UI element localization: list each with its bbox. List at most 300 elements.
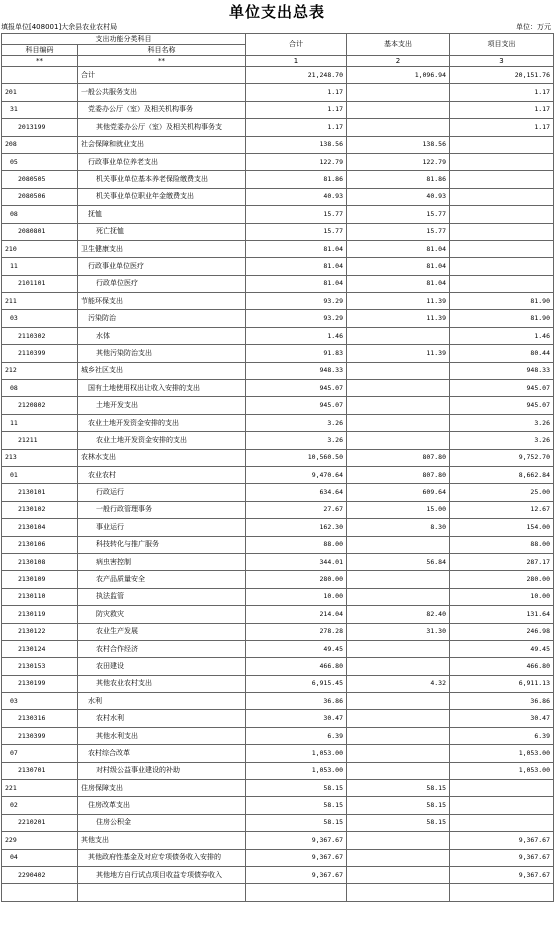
cell-name: 合计 bbox=[78, 67, 246, 84]
cell-basic: 81.04 bbox=[347, 258, 450, 275]
cell-name: 住房保障支出 bbox=[78, 780, 246, 797]
table-row bbox=[2, 797, 554, 814]
table-row bbox=[2, 866, 554, 883]
cell-name: 行政运行 bbox=[78, 484, 246, 501]
cell-basic: 807.80 bbox=[347, 466, 450, 483]
cell-code: 02 bbox=[2, 797, 78, 814]
cell-name: 行政事业单位养老支出 bbox=[78, 153, 246, 170]
cell-total: 1.17 bbox=[246, 119, 347, 136]
table-row bbox=[2, 762, 554, 779]
cell-basic bbox=[347, 119, 450, 136]
cell-code: 2120802 bbox=[2, 397, 78, 414]
cell-code: 03 bbox=[2, 310, 78, 327]
report-title: 单位支出总表 bbox=[228, 3, 325, 21]
cell-basic bbox=[347, 362, 450, 379]
table-row bbox=[2, 710, 554, 727]
cell-code bbox=[2, 884, 78, 901]
cell-total: 93.29 bbox=[246, 310, 347, 327]
cell-total: 1.17 bbox=[246, 84, 347, 101]
cell-project: 945.07 bbox=[450, 397, 554, 414]
cell-project: 25.00 bbox=[450, 484, 554, 501]
cell-total: 162.30 bbox=[246, 519, 347, 536]
cell-project: 30.47 bbox=[450, 710, 554, 727]
cell-basic: 8.30 bbox=[347, 519, 450, 536]
cell-basic: 81.86 bbox=[347, 171, 450, 188]
cell-basic: 81.04 bbox=[347, 240, 450, 257]
cell-name: 农产品质量安全 bbox=[78, 571, 246, 588]
cell-basic: 82.40 bbox=[347, 606, 450, 623]
table-row bbox=[2, 745, 554, 762]
cell-basic bbox=[347, 710, 450, 727]
cell-code: 01 bbox=[2, 466, 78, 483]
cell-total: 466.80 bbox=[246, 658, 347, 675]
table-row bbox=[2, 293, 554, 310]
cell-total: 9,470.64 bbox=[246, 466, 347, 483]
cell-project: 20,151.76 bbox=[450, 67, 554, 84]
cell-name: 卫生健康支出 bbox=[78, 240, 246, 257]
table-row bbox=[2, 188, 554, 205]
header-idx-project: 3 bbox=[450, 56, 554, 67]
cell-code: 08 bbox=[2, 380, 78, 397]
cell-project bbox=[450, 136, 554, 153]
cell-total: 1,053.00 bbox=[246, 762, 347, 779]
table-row bbox=[2, 519, 554, 536]
cell-code: 2130701 bbox=[2, 762, 78, 779]
cell-project bbox=[450, 275, 554, 292]
cell-code: 2290402 bbox=[2, 866, 78, 883]
cell-project bbox=[450, 780, 554, 797]
cell-basic: 4.32 bbox=[347, 675, 450, 692]
table-row bbox=[2, 171, 554, 188]
cell-project: 12.67 bbox=[450, 501, 554, 518]
cell-code: 05 bbox=[2, 153, 78, 170]
table-row bbox=[2, 606, 554, 623]
cell-total: 122.79 bbox=[246, 153, 347, 170]
cell-total: 9,367.67 bbox=[246, 832, 347, 849]
header-star-code: ** bbox=[2, 56, 78, 67]
cell-project: 466.80 bbox=[450, 658, 554, 675]
cell-name: 执法监管 bbox=[78, 588, 246, 605]
cell-project: 1,053.00 bbox=[450, 762, 554, 779]
cell-name: 党委办公厅（室）及相关机构事务 bbox=[78, 101, 246, 118]
cell-project bbox=[450, 223, 554, 240]
cell-code: 2013199 bbox=[2, 119, 78, 136]
table-row bbox=[2, 693, 554, 710]
cell-project: 10.00 bbox=[450, 588, 554, 605]
cell-total: 30.47 bbox=[246, 710, 347, 727]
cell-basic bbox=[347, 727, 450, 744]
header-star-name: ** bbox=[78, 56, 246, 67]
cell-total: 6,915.45 bbox=[246, 675, 347, 692]
cell-code: 11 bbox=[2, 414, 78, 431]
cell-code: 11 bbox=[2, 258, 78, 275]
cell-basic bbox=[347, 397, 450, 414]
cell-total: 21,248.70 bbox=[246, 67, 347, 84]
cell-project bbox=[450, 814, 554, 831]
cell-basic: 11.39 bbox=[347, 345, 450, 362]
cell-code: 2110302 bbox=[2, 327, 78, 344]
cell-project: 287.17 bbox=[450, 553, 554, 570]
cell-total: 58.15 bbox=[246, 780, 347, 797]
cell-total: 49.45 bbox=[246, 640, 347, 657]
cell-basic: 11.39 bbox=[347, 310, 450, 327]
cell-total: 1.46 bbox=[246, 327, 347, 344]
header-basic: 基本支出 bbox=[347, 34, 450, 56]
cell-basic: 58.15 bbox=[347, 797, 450, 814]
cell-project: 154.00 bbox=[450, 519, 554, 536]
cell-name: 住房公积金 bbox=[78, 814, 246, 831]
cell-basic bbox=[347, 84, 450, 101]
cell-name: 科技转化与推广服务 bbox=[78, 536, 246, 553]
currency-unit: 单位：万元 bbox=[516, 23, 551, 31]
cell-code: 07 bbox=[2, 745, 78, 762]
header-code: 科目编码 bbox=[2, 45, 78, 56]
cell-project: 9,367.67 bbox=[450, 832, 554, 849]
cell-total: 81.04 bbox=[246, 258, 347, 275]
cell-total: 40.93 bbox=[246, 188, 347, 205]
cell-basic: 31.30 bbox=[347, 623, 450, 640]
cell-code: 213 bbox=[2, 449, 78, 466]
cell-name: 防灾救灾 bbox=[78, 606, 246, 623]
cell-basic bbox=[347, 849, 450, 866]
cell-code: 2130101 bbox=[2, 484, 78, 501]
table-row bbox=[2, 362, 554, 379]
cell-code: 210 bbox=[2, 240, 78, 257]
cell-project: 945.07 bbox=[450, 380, 554, 397]
cell-code: 04 bbox=[2, 849, 78, 866]
cell-total: 27.67 bbox=[246, 501, 347, 518]
cell-code: 229 bbox=[2, 832, 78, 849]
table-row bbox=[2, 240, 554, 257]
cell-code: 2130109 bbox=[2, 571, 78, 588]
cell-project bbox=[450, 258, 554, 275]
cell-project: 8,662.84 bbox=[450, 466, 554, 483]
cell-project: 1.17 bbox=[450, 84, 554, 101]
cell-code: 2130106 bbox=[2, 536, 78, 553]
cell-name: 水利 bbox=[78, 693, 246, 710]
cell-project: 131.64 bbox=[450, 606, 554, 623]
table-row bbox=[2, 814, 554, 831]
cell-name: 行政事业单位医疗 bbox=[78, 258, 246, 275]
table-row bbox=[2, 206, 554, 223]
table-body bbox=[2, 67, 554, 902]
table-row bbox=[2, 466, 554, 483]
cell-total: 58.15 bbox=[246, 797, 347, 814]
cell-project: 1,053.00 bbox=[450, 745, 554, 762]
table-row bbox=[2, 310, 554, 327]
cell-name: 农业农村 bbox=[78, 466, 246, 483]
table-row bbox=[2, 623, 554, 640]
cell-name: 农村合作经济 bbox=[78, 640, 246, 657]
cell-total: 15.77 bbox=[246, 223, 347, 240]
cell-project bbox=[450, 206, 554, 223]
cell-basic: 15.77 bbox=[347, 223, 450, 240]
cell-basic: 807.80 bbox=[347, 449, 450, 466]
cell-code: 2130119 bbox=[2, 606, 78, 623]
table-row bbox=[2, 275, 554, 292]
cell-name: 机关事业单位基本养老保险缴费支出 bbox=[78, 171, 246, 188]
cell-total bbox=[246, 884, 347, 901]
table-row bbox=[2, 119, 554, 136]
cell-code: 2130122 bbox=[2, 623, 78, 640]
cell-basic bbox=[347, 380, 450, 397]
cell-total: 278.28 bbox=[246, 623, 347, 640]
table-row bbox=[2, 136, 554, 153]
cell-project: 36.86 bbox=[450, 693, 554, 710]
cell-total: 81.04 bbox=[246, 275, 347, 292]
cell-name: 农村综合改革 bbox=[78, 745, 246, 762]
cell-name: 农业土地开发资金安排的支出 bbox=[78, 414, 246, 431]
cell-name: 农林水支出 bbox=[78, 449, 246, 466]
cell-basic: 40.93 bbox=[347, 188, 450, 205]
cell-project: 88.00 bbox=[450, 536, 554, 553]
table-row bbox=[2, 84, 554, 101]
header-total: 合计 bbox=[246, 34, 347, 56]
cell-basic bbox=[347, 432, 450, 449]
cell-project: 280.00 bbox=[450, 571, 554, 588]
cell-total: 81.86 bbox=[246, 171, 347, 188]
cell-project bbox=[450, 188, 554, 205]
cell-name bbox=[78, 884, 246, 901]
table-row bbox=[2, 536, 554, 553]
cell-project bbox=[450, 884, 554, 901]
cell-total: 344.01 bbox=[246, 553, 347, 570]
cell-code: 2080505 bbox=[2, 171, 78, 188]
header-idx-basic: 2 bbox=[347, 56, 450, 67]
cell-basic: 58.15 bbox=[347, 780, 450, 797]
cell-total: 9,367.67 bbox=[246, 849, 347, 866]
cell-total: 93.29 bbox=[246, 293, 347, 310]
cell-basic: 122.79 bbox=[347, 153, 450, 170]
cell-basic: 11.39 bbox=[347, 293, 450, 310]
table-row bbox=[2, 101, 554, 118]
cell-name: 对村级公益事业建设的补助 bbox=[78, 762, 246, 779]
cell-project: 9,752.70 bbox=[450, 449, 554, 466]
cell-total: 10.00 bbox=[246, 588, 347, 605]
cell-total: 214.04 bbox=[246, 606, 347, 623]
cell-code: 201 bbox=[2, 84, 78, 101]
cell-basic bbox=[347, 832, 450, 849]
cell-project: 9,367.67 bbox=[450, 866, 554, 883]
cell-basic: 58.15 bbox=[347, 814, 450, 831]
cell-basic bbox=[347, 693, 450, 710]
table-row bbox=[2, 345, 554, 362]
cell-basic: 609.64 bbox=[347, 484, 450, 501]
cell-project: 1.17 bbox=[450, 101, 554, 118]
cell-name: 城乡社区支出 bbox=[78, 362, 246, 379]
table-row bbox=[2, 884, 554, 901]
cell-code: 2130399 bbox=[2, 727, 78, 744]
cell-code: 2080506 bbox=[2, 188, 78, 205]
cell-basic bbox=[347, 866, 450, 883]
header-idx-total: 1 bbox=[246, 56, 347, 67]
cell-basic: 138.56 bbox=[347, 136, 450, 153]
table-row bbox=[2, 780, 554, 797]
table-row bbox=[2, 640, 554, 657]
cell-name: 抚恤 bbox=[78, 206, 246, 223]
table-row bbox=[2, 67, 554, 84]
cell-total: 948.33 bbox=[246, 362, 347, 379]
cell-name: 病虫害控制 bbox=[78, 553, 246, 570]
cell-basic bbox=[347, 745, 450, 762]
cell-total: 9,367.67 bbox=[246, 866, 347, 883]
cell-code: 208 bbox=[2, 136, 78, 153]
cell-project: 1.17 bbox=[450, 119, 554, 136]
cell-project: 80.44 bbox=[450, 345, 554, 362]
cell-total: 3.26 bbox=[246, 432, 347, 449]
table-row bbox=[2, 153, 554, 170]
cell-basic: 56.84 bbox=[347, 553, 450, 570]
cell-code: 2210201 bbox=[2, 814, 78, 831]
cell-basic bbox=[347, 571, 450, 588]
table-row bbox=[2, 432, 554, 449]
table-row bbox=[2, 553, 554, 570]
cell-basic bbox=[347, 414, 450, 431]
table-row bbox=[2, 658, 554, 675]
cell-basic bbox=[347, 762, 450, 779]
cell-name: 污染防治 bbox=[78, 310, 246, 327]
table-row bbox=[2, 449, 554, 466]
header-project: 项目支出 bbox=[450, 34, 554, 56]
cell-total: 138.56 bbox=[246, 136, 347, 153]
table-row bbox=[2, 501, 554, 518]
cell-project: 6.39 bbox=[450, 727, 554, 744]
cell-name: 农业生产发展 bbox=[78, 623, 246, 640]
cell-code: 2101101 bbox=[2, 275, 78, 292]
cell-name: 事业运行 bbox=[78, 519, 246, 536]
cell-code: 21211 bbox=[2, 432, 78, 449]
cell-total: 280.00 bbox=[246, 571, 347, 588]
cell-total: 1.17 bbox=[246, 101, 347, 118]
header-func-group: 支出功能分类科目 bbox=[2, 34, 246, 45]
cell-name: 国有土地使用权出让收入安排的支出 bbox=[78, 380, 246, 397]
cell-code: 212 bbox=[2, 362, 78, 379]
cell-project: 3.26 bbox=[450, 414, 554, 431]
cell-code: 08 bbox=[2, 206, 78, 223]
cell-name: 住房改革支出 bbox=[78, 797, 246, 814]
table-row bbox=[2, 414, 554, 431]
cell-project: 81.90 bbox=[450, 293, 554, 310]
cell-total: 36.86 bbox=[246, 693, 347, 710]
cell-project: 6,911.13 bbox=[450, 675, 554, 692]
cell-total: 58.15 bbox=[246, 814, 347, 831]
cell-name: 其他支出 bbox=[78, 832, 246, 849]
cell-code: 2130104 bbox=[2, 519, 78, 536]
cell-code: 31 bbox=[2, 101, 78, 118]
cell-total: 945.07 bbox=[246, 397, 347, 414]
cell-basic: 1,096.94 bbox=[347, 67, 450, 84]
cell-basic: 15.00 bbox=[347, 501, 450, 518]
cell-code bbox=[2, 67, 78, 84]
table-row bbox=[2, 832, 554, 849]
cell-project bbox=[450, 153, 554, 170]
cell-code: 2130124 bbox=[2, 640, 78, 657]
cell-code: 2130199 bbox=[2, 675, 78, 692]
cell-name: 行政单位医疗 bbox=[78, 275, 246, 292]
cell-code: 2110399 bbox=[2, 345, 78, 362]
cell-code: 211 bbox=[2, 293, 78, 310]
header-name: 科目名称 bbox=[78, 45, 246, 56]
cell-name: 水体 bbox=[78, 327, 246, 344]
cell-basic bbox=[347, 640, 450, 657]
cell-name: 社会保障和就业支出 bbox=[78, 136, 246, 153]
cell-basic: 81.04 bbox=[347, 275, 450, 292]
cell-name: 农业土地开发资金安排的支出 bbox=[78, 432, 246, 449]
cell-total: 1,053.00 bbox=[246, 745, 347, 762]
cell-code: 2130316 bbox=[2, 710, 78, 727]
cell-basic bbox=[347, 327, 450, 344]
cell-name: 其他水利支出 bbox=[78, 727, 246, 744]
table-row bbox=[2, 258, 554, 275]
cell-project: 3.26 bbox=[450, 432, 554, 449]
cell-name: 其他地方自行试点项目收益专项债券收入 bbox=[78, 866, 246, 883]
cell-name: 死亡抚恤 bbox=[78, 223, 246, 240]
cell-total: 634.64 bbox=[246, 484, 347, 501]
cell-total: 88.00 bbox=[246, 536, 347, 553]
cell-basic: 15.77 bbox=[347, 206, 450, 223]
cell-code: 2130153 bbox=[2, 658, 78, 675]
reporting-unit: 填报单位[408001]大余县农业农村局 bbox=[1, 23, 118, 31]
table-row bbox=[2, 849, 554, 866]
table-row bbox=[2, 397, 554, 414]
cell-name: 其他农业农村支出 bbox=[78, 675, 246, 692]
cell-project: 9,367.67 bbox=[450, 849, 554, 866]
cell-project: 1.46 bbox=[450, 327, 554, 344]
cell-basic bbox=[347, 658, 450, 675]
table-row bbox=[2, 675, 554, 692]
cell-name: 农村水利 bbox=[78, 710, 246, 727]
cell-basic bbox=[347, 588, 450, 605]
cell-name: 一般行政管理事务 bbox=[78, 501, 246, 518]
cell-total: 91.83 bbox=[246, 345, 347, 362]
cell-code: 2130110 bbox=[2, 588, 78, 605]
table-row bbox=[2, 571, 554, 588]
cell-total: 10,560.50 bbox=[246, 449, 347, 466]
cell-project: 246.98 bbox=[450, 623, 554, 640]
cell-name: 机关事业单位职业年金缴费支出 bbox=[78, 188, 246, 205]
cell-name: 其他政府性基金及对应专项债务收入安排的 bbox=[78, 849, 246, 866]
cell-code: 2080801 bbox=[2, 223, 78, 240]
cell-basic bbox=[347, 101, 450, 118]
table-row bbox=[2, 588, 554, 605]
cell-total: 81.04 bbox=[246, 240, 347, 257]
cell-total: 15.77 bbox=[246, 206, 347, 223]
expenditure-table bbox=[1, 33, 554, 902]
cell-total: 945.07 bbox=[246, 380, 347, 397]
cell-code: 2130102 bbox=[2, 501, 78, 518]
cell-name: 农田建设 bbox=[78, 658, 246, 675]
table-row bbox=[2, 484, 554, 501]
cell-project: 948.33 bbox=[450, 362, 554, 379]
cell-project bbox=[450, 171, 554, 188]
cell-project: 49.45 bbox=[450, 640, 554, 657]
cell-name: 节能环保支出 bbox=[78, 293, 246, 310]
table-row bbox=[2, 223, 554, 240]
table-row bbox=[2, 727, 554, 744]
cell-code: 2130108 bbox=[2, 553, 78, 570]
cell-basic bbox=[347, 536, 450, 553]
cell-project bbox=[450, 240, 554, 257]
cell-project bbox=[450, 797, 554, 814]
cell-basic bbox=[347, 884, 450, 901]
cell-project: 81.90 bbox=[450, 310, 554, 327]
cell-code: 03 bbox=[2, 693, 78, 710]
cell-name: 一般公共服务支出 bbox=[78, 84, 246, 101]
cell-code: 221 bbox=[2, 780, 78, 797]
cell-name: 土地开发支出 bbox=[78, 397, 246, 414]
table-row bbox=[2, 380, 554, 397]
cell-name: 其他党委办公厅（室）及相关机构事务支 bbox=[78, 119, 246, 136]
